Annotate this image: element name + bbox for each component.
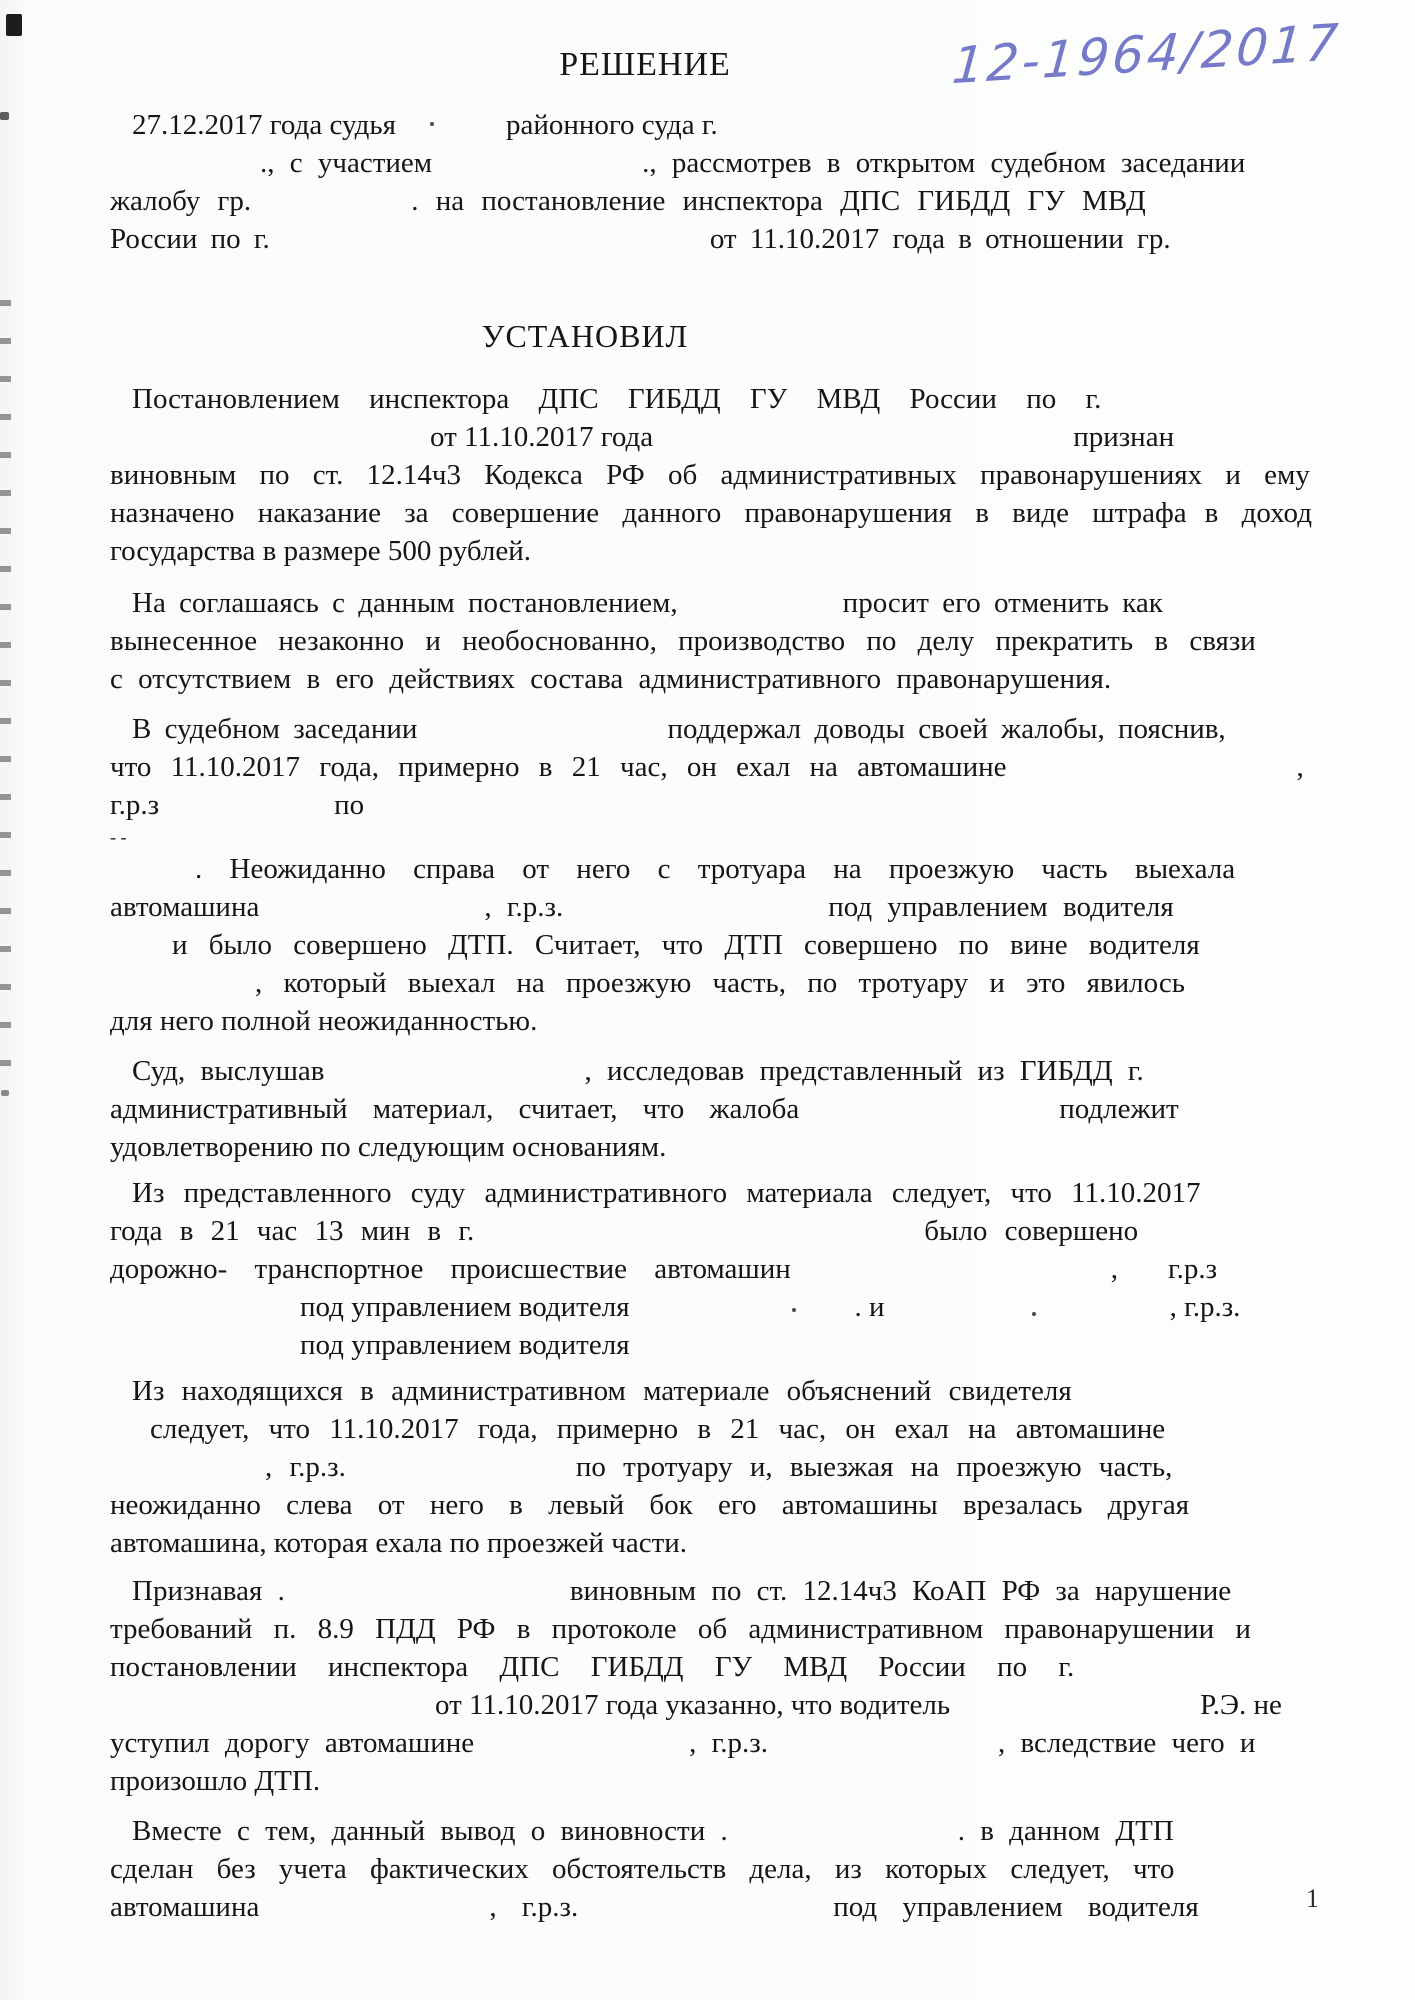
text-segment: . на постановление инспектора ДПС ГИБДД ГУ МВД: [411, 185, 1146, 217]
document-line: [110, 584, 1361, 622]
text-segment: требований п. 8.9 ПДД РФ в протоколе об административном правонарушении и: [110, 1613, 1251, 1645]
text-segment: было совершено: [924, 1215, 1139, 1247]
redacted-gap: [563, 915, 828, 916]
redacted-gap: [728, 1839, 958, 1840]
redacted-gap: [110, 1475, 265, 1476]
text-segment: в доход: [1204, 497, 1312, 529]
text-segment: от 11.10.2017 года указанно, что водитель: [435, 1689, 951, 1721]
text-segment: ,: [1110, 1253, 1119, 1285]
redacted-gap: [110, 1315, 300, 1316]
redacted-gap: [270, 247, 710, 248]
document-line: [110, 380, 1361, 418]
handwritten-case-number: 12-1964/2017: [950, 13, 1343, 96]
text-segment: под управлением водителя: [828, 891, 1174, 923]
text-segment: Р.Э. не: [1200, 1689, 1282, 1721]
text-segment: и было совершено ДТП. Считает, что ДТП совершено по вине водителя: [172, 929, 1200, 961]
redacted-gap: [110, 877, 195, 878]
document-line: [110, 1610, 1361, 1648]
redacted-gap: [417, 737, 667, 738]
document-line: [110, 964, 1361, 1002]
text-segment: Суд, выслушав: [132, 1055, 325, 1087]
text-segment: , вследствие чего и: [998, 1727, 1256, 1759]
document-line: [110, 1174, 1361, 1212]
document-line: [110, 622, 1361, 660]
text-segment: неожиданно слева от него в левый бок его автомашины врезалась другая: [110, 1489, 1190, 1521]
text-segment: поддержал доводы своей жалобы, пояснив,: [667, 713, 1226, 745]
text-segment: удовлетворению по следующим основаниям.: [110, 1131, 667, 1163]
document-line: [110, 1250, 1361, 1288]
paragraph: [110, 1372, 1361, 1562]
text-segment: административный материал, считает, что жалоба: [110, 1093, 800, 1125]
document-line: [110, 748, 1361, 786]
text-segment: . Неожиданно справа от него с тротуара на проезжую часть выехала: [195, 853, 1236, 885]
paragraph: [110, 106, 1361, 258]
section-heading: УСТАНОВИЛ: [481, 318, 689, 354]
redacted-gap: [396, 133, 506, 134]
document-line: [110, 1090, 1361, 1128]
text-segment: государства в размере 500 рублей.: [110, 535, 531, 567]
redacted-gap: [259, 915, 484, 916]
redacted-gap: [110, 445, 430, 446]
document-line: [110, 1448, 1361, 1486]
text-segment: . и: [854, 1291, 885, 1323]
text-segment: Вместе с тем, данный вывод о виновности .: [132, 1815, 728, 1847]
text-segment: для него полной неожиданностью.: [110, 1005, 538, 1037]
document-body: [110, 106, 1361, 1926]
text-segment: г.р.з: [110, 789, 160, 821]
text-segment: районного суда г.: [505, 109, 718, 141]
document-line: [110, 1762, 1361, 1800]
document-line: [110, 1486, 1361, 1524]
redacted-gap: [630, 1315, 855, 1316]
redacted-gap: [474, 1751, 689, 1752]
text-segment: постановлении инспектора ДПС ГИБДД ГУ МВД России по г.: [110, 1651, 1075, 1683]
text-segment: от 11.10.2017 года: [430, 421, 654, 453]
text-segment: , который выехал на проезжую часть, по тротуару и это явилось: [255, 967, 1185, 999]
paragraph: [110, 380, 1361, 570]
paragraph: [110, 1174, 1361, 1364]
paragraph: [110, 584, 1361, 698]
text-segment: уступил дорогу автомашине: [110, 1727, 475, 1759]
document-line: [110, 1648, 1361, 1686]
text-segment: по тротуару и, выезжая на проезжую часть,: [575, 1451, 1173, 1483]
document-line: [110, 1128, 1361, 1166]
document-line: [110, 1372, 1361, 1410]
text-segment: автомашина: [110, 891, 260, 923]
text-segment: . в данном ДТП: [957, 1815, 1174, 1847]
redacted-gap: [768, 1751, 998, 1752]
redacted-gap: [1118, 1277, 1168, 1278]
text-segment: с отсутствием в его действиях состава административного правонарушения.: [110, 663, 1112, 695]
paragraph: [110, 1052, 1361, 1166]
document-line: [110, 1212, 1361, 1250]
document-line: [110, 1002, 1361, 1040]
document-line: [110, 1052, 1361, 1090]
text-segment: дорожно- транспортное происшествие автомашин: [110, 1253, 791, 1285]
document-line: [110, 418, 1361, 456]
text-segment: Признавая .: [132, 1575, 285, 1607]
text-segment: назначено наказание за совершение данного правонарушения в виде штрафа: [110, 497, 1187, 529]
text-segment: 27.12.2017 года судья: [132, 109, 396, 141]
redacted-gap: [474, 1239, 924, 1240]
text-segment: под управлением водителя: [300, 1291, 630, 1323]
text-segment: от 11.10.2017 года в отношении гр.: [709, 223, 1171, 255]
document-line: [110, 1572, 1361, 1610]
text-segment: автомашина, которая ехала по проезжей части.: [110, 1527, 688, 1559]
redacted-gap: [324, 1079, 584, 1080]
redacted-gap: [950, 1713, 1200, 1714]
text-segment: следует, что 11.10.2017 года, примерно в 21 час, он ехал на автомашине: [150, 1413, 1166, 1445]
document-line: [110, 1850, 1361, 1888]
redacted-gap: [432, 171, 642, 172]
document-line: [110, 456, 1361, 494]
document-line: [110, 786, 1361, 824]
document-line: [110, 888, 1361, 926]
text-segment: России по г.: [110, 223, 270, 255]
document-line: [110, 1724, 1361, 1762]
text-segment: Из представленного суду административного материала следует, что 11.10.2017: [132, 1177, 1201, 1209]
redacted-gap: [285, 1599, 570, 1600]
text-segment: что 11.10.2017 года, примерно в 21 час, он ехал на автомашине: [110, 751, 1007, 783]
text-segment: ., с участием: [260, 147, 433, 179]
text-segment: автомашина: [110, 1891, 260, 1923]
text-segment: г.р.з: [1168, 1253, 1218, 1285]
document-line: [110, 1686, 1361, 1724]
text-segment: Постановлением инспектора ДПС ГИБДД ГУ МВД России по г.: [132, 383, 1102, 415]
document-line: [110, 220, 1361, 258]
redacted-gap: [159, 813, 334, 814]
redacted-gap: [110, 991, 255, 992]
text-segment: виновным по ст. 12.14ч3 Кодекса РФ об административных правонарушениях и ему: [110, 459, 1310, 491]
text-segment: жалобу гр.: [110, 185, 252, 217]
text-segment: года в 21 час 13 мин в г.: [110, 1215, 475, 1247]
document-line: [110, 660, 1361, 698]
document-line: [110, 926, 1361, 964]
text-segment: , г.р.з.: [265, 1451, 346, 1483]
text-segment: просит его отменить как: [842, 587, 1163, 619]
text-segment: под управлением водителя: [833, 1891, 1199, 1923]
document-line: [110, 1524, 1361, 1562]
document-line: [110, 106, 1361, 144]
document-line: [110, 1812, 1361, 1850]
text-segment: , г.р.з.: [484, 891, 564, 923]
paragraph: [110, 1812, 1361, 1926]
text-segment: Из находящихся в административном материале объяснений свидетеля: [132, 1375, 1072, 1407]
document-line: [110, 1326, 1361, 1364]
document-line: [110, 494, 1361, 532]
text-segment: На соглашаясь с данным постановлением,: [132, 587, 678, 619]
redacted-gap: [110, 1353, 300, 1354]
document-title: РЕШЕНИЕ: [559, 46, 731, 83]
redacted-gap: [791, 1277, 1111, 1278]
redacted-gap: [678, 611, 843, 612]
paragraph: [110, 710, 1361, 1040]
document-line: [110, 182, 1361, 220]
text-segment: В судебном заседании: [132, 713, 418, 745]
document-line: [110, 850, 1361, 888]
text-segment: , г.р.з.: [1169, 1291, 1241, 1323]
text-segment: признан: [1073, 421, 1175, 453]
document-line: [110, 532, 1361, 570]
paragraph: [110, 1572, 1361, 1800]
redacted-gap: [1007, 775, 1297, 776]
redacted-gap: [653, 445, 1073, 446]
document-line: [110, 1288, 1361, 1326]
text-segment: под управлением водителя: [300, 1329, 630, 1361]
text-segment: произошло ДТП.: [110, 1765, 321, 1797]
text-segment: , исследовав представленный из ГИБДД г.: [584, 1055, 1144, 1087]
text-segment: , г.р.з.: [489, 1891, 579, 1923]
text-segment: ., рассмотрев в открытом судебном заседании: [642, 147, 1246, 179]
redacted-gap: [1187, 521, 1205, 522]
redacted-gap: [259, 1915, 489, 1916]
text-segment: - -: [110, 827, 127, 847]
text-segment: ,: [1296, 751, 1304, 783]
redacted-gap: [110, 1713, 435, 1714]
document-line: [110, 144, 1361, 182]
redacted-gap: [110, 171, 260, 172]
text-segment: виновным по ст. 12.14ч3 КоАП РФ за нарушение: [569, 1575, 1232, 1607]
text-segment: по: [334, 789, 365, 821]
text-segment: сделан без учета фактических обстоятельств дела, из которых следует, что: [110, 1853, 1175, 1885]
redacted-gap: [885, 1315, 1170, 1316]
text-segment: , г.р.з.: [689, 1727, 769, 1759]
page-number: 1: [1306, 1884, 1319, 1913]
redacted-gap: [346, 1475, 576, 1476]
document-line: [110, 1410, 1361, 1448]
redacted-gap: [251, 209, 411, 210]
redacted-gap: [578, 1915, 833, 1916]
redacted-gap: [799, 1117, 1059, 1118]
document-line: [110, 1888, 1361, 1926]
document-line: [110, 824, 1361, 850]
document-line: [110, 710, 1361, 748]
text-segment: подлежит: [1059, 1093, 1179, 1125]
text-segment: вынесенное незаконно и необоснованно, производство по делу прекратить в связи: [110, 625, 1256, 657]
